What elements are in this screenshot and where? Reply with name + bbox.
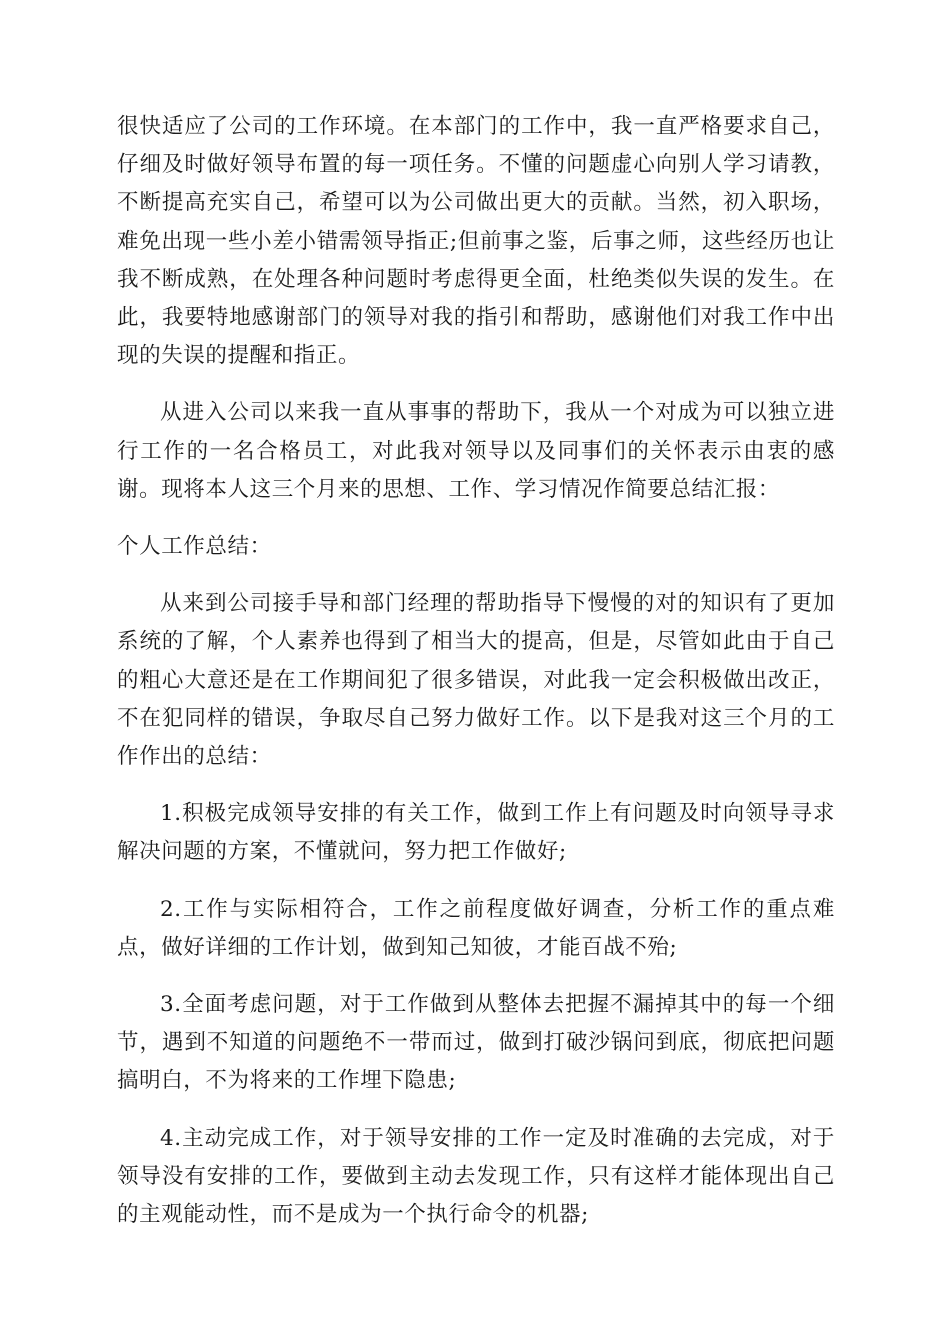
document-page: [117, 108, 835, 1253]
list-item-1: 1.积极完成领导安排的有关工作，做到工作上有问题及时向领导寻求解决问题的方案，不懂就问，努力把工作做好;: [117, 801, 835, 865]
section-heading-personal-summary: 个人工作总结：: [117, 534, 272, 560]
paragraph-since-joining: 从进入公司以来我一直从事事的帮助下，我从一个对成为可以独立进行工作的一名合格员工，对此我对领导以及同事们的关怀表示由衷的感谢。现将本人这三个月来的思想、工作、学习情况作简要总结汇报：: [117, 400, 835, 502]
paragraph-intro-continuation: 很快适应了公司的工作环境。在本部门的工作中，我一直严格要求自己，仔细及时做好领导布置的每一项任务。不懂的问题虚心向别人学习请教，不断提高充实自己，希望可以为公司做出更大的贡献。当然，初入职场，难免出现一些小差小错需领导指正;但前事之鉴，后事之师，这些经历也让我不断成熟，在处理各种问题时考虑得更全面，杜绝类似失误的发生。在此，我要特地感谢部门的领导对我的指引和帮助，感谢他们对我工作中出现的失误的提醒和指正。: [117, 114, 835, 369]
paragraph-learning-progress: 从来到公司接手导和部门经理的帮助指导下慢慢的对的知识有了更加系统的了解，个人素养也得到了相当大的提高，但是，尽管如此由于自己的粗心大意还是在工作期间犯了很多错误，对此我一定会积极做出改正，不在犯同样的错误，争取尽自己努力做好工作。以下是我对这三个月的工作作出的总结：: [117, 591, 835, 770]
list-item-3: 3.全面考虑问题，对于工作做到从整体去把握不漏掉其中的每一个细节，遇到不知道的问题绝不一带而过，做到打破沙锅问到底，彻底把问题搞明白，不为将来的工作埋下隐患;: [117, 992, 835, 1094]
list-item-2: 2.工作与实际相符合，工作之前程度做好调查，分析工作的重点难点，做好详细的工作计划，做到知己知彼，才能百战不殆;: [117, 896, 835, 960]
list-item-4: 4.主动完成工作，对于领导安排的工作一定及时准确的去完成，对于领导没有安排的工作，要做到主动去发现工作，只有这样才能体现出自己的主观能动性，而不是成为一个执行命令的机器;: [117, 1125, 835, 1228]
